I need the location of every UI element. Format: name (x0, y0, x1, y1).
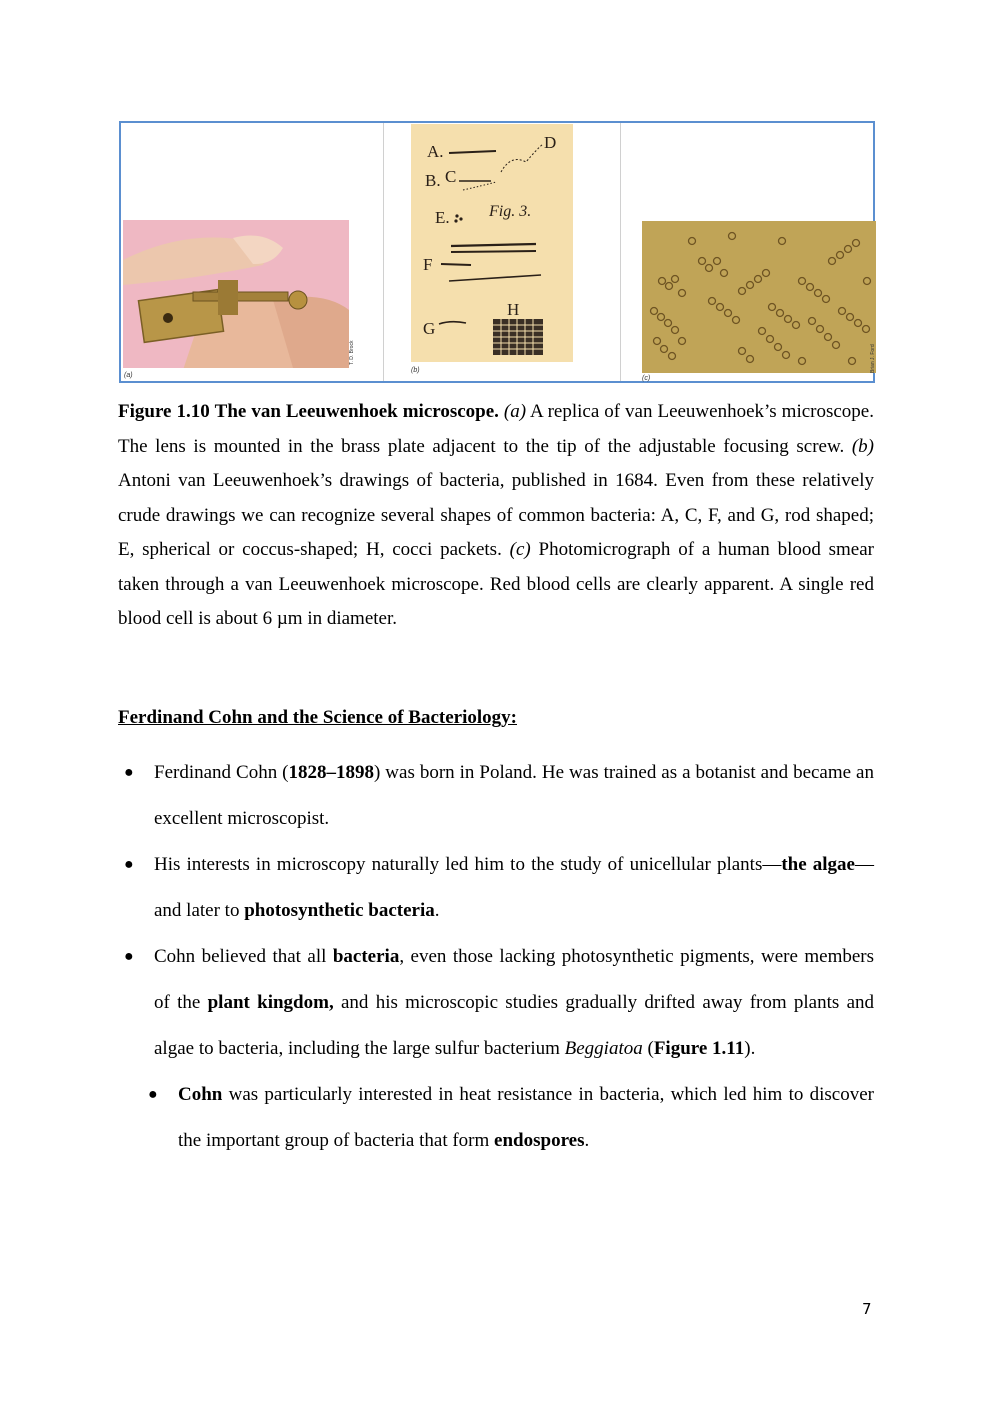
figure-number: Figure 1.10 (118, 401, 210, 422)
bullet-icon: ● (124, 856, 134, 873)
panel-c-tag: (c) (642, 375, 651, 382)
bullet-bold: photosynthetic bacteria (244, 900, 435, 921)
bullet-icon: ● (124, 948, 134, 965)
bullet-list (118, 750, 874, 1164)
caption-tag-c: (c) (509, 539, 531, 560)
bullet-text: Ferdinand Cohn ( (154, 762, 289, 783)
list-item (118, 750, 874, 842)
bullet-text: , even those lacking photosynthetic pigments, were members of the (154, 946, 875, 1013)
bullet-text: ). (744, 1038, 756, 1059)
bullet-icon: ● (148, 1086, 158, 1103)
drawing-label-f: F (423, 255, 433, 274)
drawing-label-g: G (423, 319, 436, 338)
bullet-text: . (434, 900, 440, 921)
bullet-text: ) was born in Poland. He was trained as a botanist and became an excellent microscopist. (154, 762, 874, 829)
bullet-bold: bacteria (332, 946, 400, 967)
section-heading: Ferdinand Cohn and the Science of Bacteriology: (118, 707, 517, 728)
panel-c-credit: Brian J. Ford (870, 344, 876, 373)
bacteria-drawing-image (411, 124, 573, 362)
figure-panel-c (620, 123, 876, 382)
list-item (118, 934, 874, 1072)
caption-text-a: A replica of van Leeuwenhoek’s microscope. The lens is mounted in the brass plate adjacent to the tip of the adjustable focusing screw. (118, 401, 874, 457)
figure-panel-a (121, 123, 381, 381)
bullet-text: and his microscopic studies gradually drifted away from plants and algae to bacteria, including the large sulfur bacterium (154, 992, 875, 1059)
panel-b-tag: (b) (411, 367, 420, 374)
bullet-bold: 1828–1898 (288, 762, 374, 783)
caption-text-b: Antoni van Leeuwenhoek’s drawings of bacteria, published in 1684. Even from these relatively crude drawings we can recognize several shapes of common bacteria: A, C, F, and G, rod shaped; E, spherical or coccus-shaped; H, cocci packets. (118, 470, 874, 560)
bullet-bold: plant kingdom, (207, 992, 334, 1013)
bullet-text: was particularly interested in heat resistance in bacteria, which led him to discover the important group of bacteria that form (178, 1084, 874, 1151)
bullet-bold: Cohn (178, 1084, 223, 1105)
bullet-text: ( (642, 1038, 654, 1059)
drawing-label-e: E. (435, 208, 450, 227)
drawing-label-h: H (507, 300, 520, 319)
figure-1-10 (119, 121, 875, 383)
bullet-text: Cohn believed that all (154, 946, 333, 967)
caption-tag-a: (a) (503, 401, 527, 422)
panel-a-credit: T. D. Brock (349, 340, 355, 365)
panel-a-tag: (a) (124, 372, 133, 379)
bullet-bold: endospores (494, 1130, 585, 1151)
microscope-replica-image (123, 220, 349, 368)
drawing-label-d: D (544, 133, 557, 152)
bullet-text: —and later to (154, 854, 874, 921)
caption-text-c: Photomicrograph of a human blood smear taken through a van Leeuwenhoek microscope. Red blood cells are clearly apparent. A single red blood cell is about 6 µm in diameter. (118, 539, 874, 629)
figure-caption (118, 395, 874, 637)
figure-panel-b (383, 123, 621, 381)
page-number: 7 (862, 1300, 872, 1318)
drawing-label-a: A. (427, 142, 444, 161)
bullet-bold: Figure 1.11 (653, 1038, 745, 1059)
list-item (118, 842, 874, 934)
bullet-icon: ● (124, 764, 134, 781)
list-item (118, 1072, 874, 1164)
bullet-text: . (584, 1130, 590, 1151)
bullet-text: His interests in microscopy naturally led him to the study of unicellular plants— (154, 854, 782, 875)
drawing-label-c: C (445, 167, 457, 186)
bullet-italic: Beggiatoa (564, 1038, 643, 1059)
drawing-label-b: B. (425, 171, 441, 190)
blood-smear-image (642, 221, 876, 373)
drawing-fig-label: Fig. 3. (489, 203, 532, 220)
figure-title: The van Leeuwenhoek microscope. (214, 401, 499, 422)
caption-tag-b: (b) (851, 435, 874, 457)
bullet-bold: the algae (781, 854, 855, 875)
